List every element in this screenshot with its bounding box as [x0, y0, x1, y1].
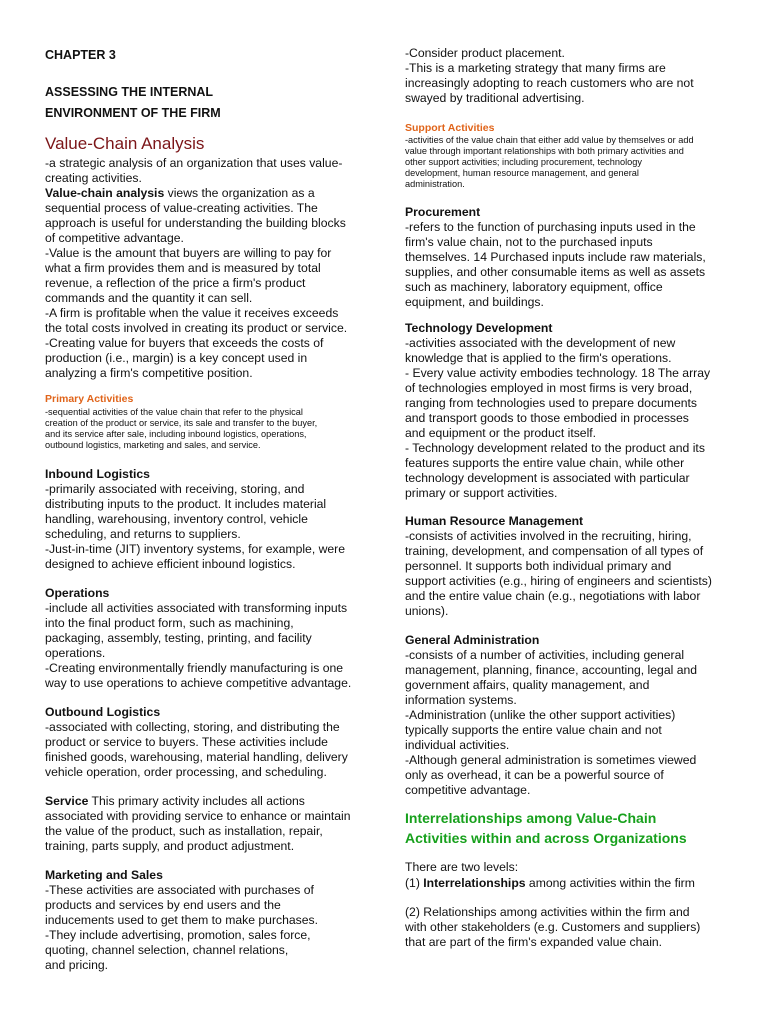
text-line: equipment, and buildings.	[405, 295, 544, 309]
interrelationships-heading	[405, 808, 735, 848]
text-line: handling, warehousing, inventory control, vehicle	[45, 512, 308, 526]
level-1	[405, 876, 727, 891]
text-line: associated with providing service to enhance or maintain	[45, 809, 351, 823]
text-line: way to use operations to achieve competitive advantage.	[45, 676, 352, 690]
chapter-label: CHAPTER 3	[45, 48, 116, 62]
text-line: -Creating environmentally friendly manufacturing is one	[45, 661, 344, 675]
text-line: -a strategic analysis of an organization that uses value-	[45, 156, 343, 170]
text-line: and its service after sale, including inbound logistics, operations,	[45, 429, 307, 439]
text-line: personnel. It supports both individual primary and	[405, 559, 672, 573]
text-line: what a firm provides them and is measured by total	[45, 261, 321, 275]
text-line: -primarily associated with receiving, storing, and	[45, 482, 305, 496]
text-line: -Consider product placement.	[405, 46, 565, 60]
text-line: government affairs, quality management, and	[405, 678, 650, 692]
general-administration-heading: General Administration	[405, 633, 540, 647]
text-line: information systems.	[405, 693, 517, 707]
text-line: -activities associated with the development of new	[405, 336, 676, 350]
text-line: product or service to buyers. These activities include	[45, 735, 328, 749]
text-line: knowledge that is applied to the firm's operations.	[405, 351, 672, 365]
primary-activities-label: Primary Activities	[45, 393, 134, 405]
text-fragment: views the organization as a	[164, 186, 315, 200]
level-2	[405, 905, 727, 950]
text-line: - Technology development related to the product and its	[405, 441, 705, 455]
text-line: -These activities are associated with purchases of	[45, 883, 314, 897]
general-administration-text	[405, 648, 727, 798]
text-line: into the final product form, such as machining,	[45, 616, 294, 630]
text-line: supplies, and other consumable items as well as assets	[405, 265, 706, 279]
procurement-heading: Procurement	[405, 205, 481, 219]
text-line: revenue, a reflection of the price a firm's product	[45, 276, 306, 290]
text-line: sequential process of value-creating activities. The	[45, 201, 318, 215]
text-line: distributing inputs to the product. It includes material	[45, 497, 327, 511]
text-line: and equipment or the product itself.	[405, 426, 597, 440]
text-line: production (i.e., margin) is a key concept used in	[45, 351, 308, 365]
text-line	[45, 794, 367, 809]
text-line	[405, 876, 727, 891]
outbound-logistics-heading: Outbound Logistics	[45, 705, 161, 719]
text-line: packaging, assembly, testing, printing, and facility	[45, 631, 312, 645]
text-line: technology development is associated with particular	[405, 471, 690, 485]
text-line: administration.	[405, 179, 465, 189]
heading-line: Activities within and across Organizations	[405, 830, 687, 846]
service-paragraph	[45, 794, 367, 854]
text-line: -A firm is profitable when the value it receives exceeds	[45, 306, 339, 320]
primary-activities-text	[45, 407, 370, 451]
text-line: training, parts supply, and product adjustment.	[45, 839, 295, 853]
text-line: such as machinery, laboratory equipment, office	[405, 280, 663, 294]
bold-term: Interrelationships	[423, 876, 526, 890]
text-line: designed to achieve efficient inbound logistics.	[45, 557, 296, 571]
text-line: -Creating value for buyers that exceeds the costs of	[45, 336, 324, 350]
text-line: -Although general administration is sometimes viewed	[405, 753, 697, 767]
text-line: outbound logistics, marketing and sales, and service.	[45, 440, 261, 450]
text-line: themselves. 14 Purchased inputs include raw materials,	[405, 250, 706, 264]
text-line: management, planning, finance, accounting, legal and	[405, 663, 698, 677]
section-heading	[45, 82, 221, 124]
intro-paragraph	[45, 156, 367, 381]
text-line: inducements used to get them to make purchases.	[45, 913, 319, 927]
section-heading-line: ASSESSING THE INTERNAL	[45, 85, 214, 99]
hrm-heading: Human Resource Management	[405, 514, 584, 528]
operations-text	[45, 601, 367, 691]
text-line: finished goods, warehousing, material handling, delivery	[45, 750, 348, 764]
text-line: individual activities.	[405, 738, 510, 752]
text-line: firm's value chain, not to the purchased inputs	[405, 235, 653, 249]
text-line: -refers to the function of purchasing inputs used in the	[405, 220, 696, 234]
text-line: that are part of the firm's expanded value chain.	[405, 935, 663, 949]
text-line: creating activities.	[45, 171, 142, 185]
text-line: -consists of a number of activities, including general	[405, 648, 685, 662]
text-line: and transport goods to those embodied in processes	[405, 411, 689, 425]
text-line: -consists of activities involved in the recruiting, hiring,	[405, 529, 692, 543]
text-line: -associated with collecting, storing, and distributing the	[45, 720, 340, 734]
text-line: of technologies employed in most firms is very broad,	[405, 381, 693, 395]
inbound-logistics-text	[45, 482, 367, 572]
hrm-text	[405, 529, 727, 619]
text-line: products and services by end users and the	[45, 898, 281, 912]
marketing-sales-heading: Marketing and Sales	[45, 868, 163, 882]
text-line	[45, 186, 367, 201]
text-line: -This is a marketing strategy that many firms are	[405, 61, 666, 75]
bold-term: Service	[45, 794, 89, 808]
text-line: the total costs involved in creating its product or service.	[45, 321, 348, 335]
text-line: competitive advantage.	[405, 783, 531, 797]
text-line: -activities of the value chain that either add value by themselves or add	[405, 135, 694, 145]
support-activities-text	[405, 135, 730, 190]
section-heading-line: ENVIRONMENT OF THE FIRM	[45, 106, 221, 120]
text-line: -Value is the amount that buyers are willing to pay for	[45, 246, 332, 260]
text-line: unions).	[405, 604, 449, 618]
text-line: commands and the quantity it can sell.	[45, 291, 253, 305]
text-fragment: This primary activity includes all actions	[88, 794, 305, 808]
text-line: typically supports the entire value chain and not	[405, 723, 662, 737]
text-line: support activities (e.g., hiring of engineers and scientists)	[405, 574, 712, 588]
outbound-logistics-text	[45, 720, 367, 780]
text-line: development, human resource management, and general	[405, 168, 639, 178]
placement-text	[405, 46, 727, 106]
text-line: features supports the entire value chain, while other	[405, 456, 685, 470]
text-line: -Just-in-time (JIT) inventory systems, for example, were	[45, 542, 346, 556]
text-line: only as overhead, it can be a powerful source of	[405, 768, 664, 782]
text-line: (2) Relationships among activities within the firm and	[405, 905, 690, 919]
text-line: and pricing.	[45, 958, 109, 972]
text-line: and the entire value chain (e.g., negotiations with labor	[405, 589, 701, 603]
text-line: -They include advertising, promotion, sales force,	[45, 928, 311, 942]
text-fragment: (1)	[405, 876, 424, 890]
text-line: vehicle operation, order processing, and scheduling.	[45, 765, 327, 779]
text-line: analyzing a firm's competitive position.	[45, 366, 253, 380]
text-line: - Every value activity embodies technology. 18 The array	[405, 366, 711, 380]
text-line: value through important relationships with both primary activities and	[405, 146, 684, 156]
text-line: ranging from technologies used to prepare documents	[405, 396, 698, 410]
text-line: approach is useful for understanding the building blocks	[45, 216, 346, 230]
levels-intro: There are two levels:	[405, 860, 519, 874]
procurement-text	[405, 220, 727, 310]
text-line: primary or support activities.	[405, 486, 558, 500]
text-line: increasingly adopting to reach customers who are not	[405, 76, 694, 90]
text-fragment: among activities within the firm	[525, 876, 695, 890]
bold-term: Value-chain analysis	[45, 186, 165, 200]
text-line: quoting, channel selection, channel relations,	[45, 943, 289, 957]
text-line: of competitive advantage.	[45, 231, 184, 245]
text-line: other support activities; including procurement, technology	[405, 157, 642, 167]
technology-development-text	[405, 336, 727, 501]
text-line: scheduling, and returns to suppliers.	[45, 527, 241, 541]
text-line: operations.	[45, 646, 106, 660]
support-activities-label: Support Activities	[405, 122, 495, 134]
text-line: with other stakeholders (e.g. Customers and suppliers)	[405, 920, 701, 934]
text-line: -sequential activities of the value chain that refer to the physical	[45, 407, 303, 417]
text-line: the value of the product, such as installation, repair,	[45, 824, 323, 838]
text-line: -Administration (unlike the other support activities)	[405, 708, 676, 722]
inbound-logistics-heading: Inbound Logistics	[45, 467, 150, 481]
text-line: creation of the product or service, its sale and transfer to the buyer,	[45, 418, 318, 428]
page-title: Value-Chain Analysis	[45, 134, 205, 153]
technology-development-heading: Technology Development	[405, 321, 553, 335]
text-line: training, development, and compensation of all types of	[405, 544, 704, 558]
heading-line: Interrelationships among Value-Chain	[405, 810, 657, 826]
marketing-sales-text	[45, 883, 367, 973]
operations-heading: Operations	[45, 586, 110, 600]
text-line: -include all activities associated with transforming inputs	[45, 601, 348, 615]
text-line: swayed by traditional advertising.	[405, 91, 585, 105]
